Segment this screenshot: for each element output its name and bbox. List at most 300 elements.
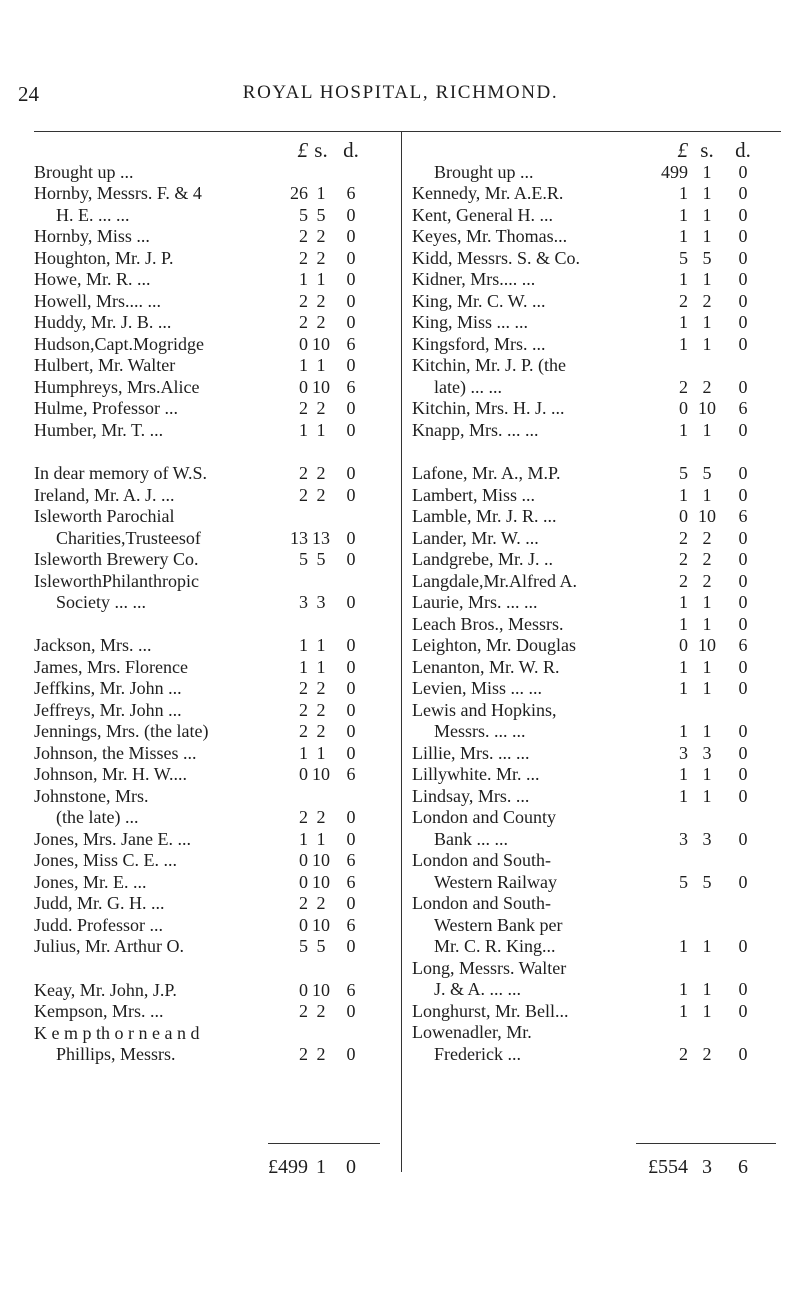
pence-value: 6 <box>738 398 748 418</box>
list-item <box>412 377 782 399</box>
shillings-value: 2 <box>702 549 712 569</box>
pounds-value: 2 <box>679 549 688 569</box>
subscriber-name: Charities,Trusteesof <box>56 527 201 548</box>
running-head: ROYAL HOSPITAL, RICHMOND. <box>242 82 559 103</box>
subscriber-name: Julius, Mr. Arthur O. <box>34 936 185 956</box>
header-rule <box>34 131 781 132</box>
pounds-value: 1 <box>679 979 688 999</box>
pounds-value: 2 <box>299 290 308 311</box>
list-item <box>412 958 782 980</box>
pounds-value: 0 <box>679 506 688 526</box>
pounds-value: 2 <box>299 312 308 332</box>
pounds-value: 2 <box>299 1044 308 1064</box>
list-item <box>412 1044 782 1066</box>
pounds-value: 2 <box>679 570 688 591</box>
pence-value: 0 <box>738 1043 748 1064</box>
pence-header: d. <box>735 138 751 162</box>
list-item <box>412 614 782 636</box>
subscriber-name: Lander, Mr. W. ... <box>412 527 539 548</box>
subscriber-name: In dear memory of W.S. <box>34 463 207 483</box>
pence-value: 0 <box>346 247 356 268</box>
subscriber-name: Johnson, Mr. H. W.... <box>34 764 188 784</box>
pence-value: 0 <box>346 656 356 677</box>
pounds-value: 2 <box>299 226 308 246</box>
shillings-value: 1 <box>702 183 712 203</box>
pounds-header: £ <box>297 138 308 162</box>
pence-value: 0 <box>738 764 748 784</box>
right-subscription-list <box>412 162 782 1066</box>
shillings-value: 5 <box>702 247 712 268</box>
list-item <box>34 183 394 205</box>
pence-value: 0 <box>346 592 356 612</box>
list-item <box>412 162 782 184</box>
subscriber-name: Jackson, Mrs. ... <box>34 635 152 655</box>
pence-value: 0 <box>346 527 356 548</box>
list-item <box>34 829 394 851</box>
subscriber-name: King, Mr. C. W. ... <box>412 290 546 311</box>
subscriber-name: late) ... ... <box>434 376 502 397</box>
pence-value: 0 <box>346 463 356 483</box>
shillings-value: 1 <box>702 269 712 289</box>
list-item <box>412 248 782 270</box>
list-item <box>34 700 394 722</box>
pence-value: 0 <box>738 333 748 354</box>
list-item <box>412 398 782 420</box>
pounds-value: 2 <box>299 247 308 268</box>
pounds-value: 0 <box>299 333 308 354</box>
pence-value: 6 <box>346 850 356 870</box>
pounds-value: 1 <box>679 656 688 677</box>
pence-value: 0 <box>346 699 356 720</box>
shillings-value: 2 <box>316 1001 326 1021</box>
list-item <box>34 291 394 313</box>
list-item <box>34 506 394 528</box>
pounds-value: 1 <box>679 764 688 784</box>
shillings-value: 2 <box>316 398 326 418</box>
pounds-value: 0 <box>299 914 308 935</box>
subscriber-name: Keay, Mr. John, J.P. <box>34 979 177 1000</box>
shillings-value: 2 <box>316 484 326 505</box>
left-total-pounds: £499 <box>268 1156 308 1178</box>
list-item <box>412 506 782 528</box>
subscriber-name: Leach Bros., Messrs. <box>412 613 564 634</box>
list-item <box>34 1023 394 1045</box>
list-item <box>34 764 394 786</box>
pounds-value: 2 <box>679 376 688 397</box>
list-item <box>412 355 782 377</box>
shillings-value: 1 <box>702 312 712 332</box>
pounds-value: 2 <box>299 678 308 698</box>
subscriber-name: London and County <box>412 807 556 827</box>
pence-value: 0 <box>738 376 748 397</box>
subscriber-name: Messrs. ... ... <box>434 721 526 741</box>
pence-value: 0 <box>346 269 356 289</box>
pence-value: 6 <box>346 871 356 892</box>
pounds-value: 5 <box>679 463 688 483</box>
subscriber-name: Jones, Mrs. Jane E. ... <box>34 828 191 849</box>
pence-value: 0 <box>346 936 356 956</box>
subscriber-name: Brought up ... <box>434 161 534 182</box>
shillings-value: 2 <box>702 1043 712 1064</box>
subscriber-name: Jennings, Mrs. (the late) <box>34 721 209 741</box>
shillings-value: 1 <box>316 635 326 655</box>
shillings-value: 2 <box>316 699 326 720</box>
pounds-value: 0 <box>299 764 308 784</box>
shillings-value: 5 <box>702 871 712 892</box>
subscriber-name: Phillips, Messrs. <box>56 1044 176 1064</box>
pounds-value: 5 <box>679 247 688 268</box>
pence-value: 0 <box>738 463 748 483</box>
list-item <box>34 635 394 657</box>
list-item <box>34 485 394 507</box>
list-item <box>34 743 394 765</box>
pence-value: 0 <box>738 742 748 763</box>
list-item <box>412 571 782 593</box>
subscriber-name: H. E. ... ... <box>56 204 130 225</box>
pence-value: 0 <box>738 592 748 612</box>
pence-value: 0 <box>738 226 748 246</box>
shillings-value: 10 <box>698 398 716 418</box>
list-item <box>34 571 394 593</box>
shillings-value: 10 <box>698 506 716 526</box>
pounds-value: 1 <box>679 1000 688 1021</box>
subscriber-name: Kennedy, Mr. A.E.R. <box>412 183 564 203</box>
shillings-value: 1 <box>702 656 712 677</box>
pence-value: 0 <box>346 893 356 913</box>
shillings-value: 1 <box>316 828 326 849</box>
pence-value: 0 <box>738 979 748 999</box>
pence-value: 0 <box>738 570 748 591</box>
list-item <box>34 807 394 829</box>
list-item <box>412 226 782 248</box>
shillings-value: 1 <box>316 656 326 677</box>
shillings-value: 2 <box>702 290 712 311</box>
list-item <box>412 850 782 872</box>
pence-value: 0 <box>738 484 748 505</box>
subscriber-name: Hornby, Messrs. F. & 4 <box>34 183 202 203</box>
pounds-value: 0 <box>679 398 688 418</box>
list-item <box>34 248 394 270</box>
pence-value: 6 <box>346 914 356 935</box>
pence-value: 0 <box>346 635 356 655</box>
shillings-value: 2 <box>316 463 326 483</box>
pounds-value: 1 <box>679 269 688 289</box>
column-header-row <box>34 140 394 162</box>
pence-value: 0 <box>346 1001 356 1021</box>
subscriber-name: Lillywhite. Mr. ... <box>412 764 540 784</box>
pence-value: 0 <box>346 807 356 827</box>
left-total-pence: 0 <box>346 1156 356 1178</box>
list-item <box>34 549 394 571</box>
pounds-value: 2 <box>679 527 688 548</box>
shillings-value: 5 <box>702 463 712 483</box>
list-item <box>34 377 394 399</box>
shillings-value: 10 <box>312 871 330 892</box>
pounds-value: 1 <box>299 742 308 763</box>
list-item <box>34 936 394 958</box>
subscriber-name: London and South- <box>412 893 551 913</box>
pounds-value: 1 <box>679 183 688 203</box>
pence-value: 0 <box>346 828 356 849</box>
list-item <box>34 786 394 808</box>
right-column <box>412 140 782 1065</box>
list-item <box>34 592 394 614</box>
list-item <box>34 657 394 679</box>
subscriber-name: Lowenadler, Mr. <box>412 1022 532 1042</box>
pence-value: 0 <box>346 398 356 418</box>
subscriber-name: Western Railway <box>434 871 558 892</box>
pounds-value: 1 <box>299 635 308 655</box>
subscriber-name: (the late) ... <box>56 807 139 827</box>
list-item <box>412 721 782 743</box>
pence-value: 0 <box>346 204 356 225</box>
pounds-value: 1 <box>299 656 308 677</box>
pounds-value: 5 <box>299 204 308 225</box>
list-item <box>412 528 782 550</box>
subscriber-name: Isleworth Parochial <box>34 506 175 526</box>
list-item <box>412 915 782 937</box>
shillings-value: 3 <box>316 592 326 612</box>
pounds-value: 3 <box>679 828 688 849</box>
list-item <box>34 614 394 636</box>
subscriber-name: Landgrebe, Mr. J. .. <box>412 549 553 569</box>
pence-value: 0 <box>346 290 356 311</box>
pounds-value: 1 <box>299 828 308 849</box>
pounds-value: 0 <box>299 871 308 892</box>
list-item <box>412 420 782 442</box>
pounds-value: 2 <box>299 807 308 827</box>
pounds-value: 5 <box>299 936 308 956</box>
list-item <box>412 872 782 894</box>
pounds-value: 1 <box>679 592 688 612</box>
shillings-value: 2 <box>316 807 326 827</box>
pounds-value: 1 <box>679 613 688 634</box>
subscriber-name: Mr. C. R. King... <box>434 936 556 956</box>
subscriber-name: Kitchin, Mr. J. P. (the <box>412 355 567 375</box>
pence-value: 0 <box>346 312 356 332</box>
pounds-value: 2 <box>679 1043 688 1064</box>
subscriber-name: Kingsford, Mrs. ... <box>412 333 546 354</box>
pounds-value: 2 <box>299 463 308 483</box>
shillings-value: 10 <box>312 979 330 1000</box>
pence-value: 6 <box>738 635 748 655</box>
list-item <box>34 398 394 420</box>
subscriber-name: Kent, General H. ... <box>412 204 553 225</box>
subscriber-name: Lambert, Miss ... <box>412 484 535 505</box>
shillings-value: 1 <box>316 269 326 289</box>
pence-value: 6 <box>346 183 356 203</box>
right-total-rule <box>636 1143 776 1144</box>
subscriber-name: Frederick ... <box>434 1043 521 1064</box>
shillings-value: 13 <box>312 527 330 548</box>
list-item <box>34 528 394 550</box>
list-item <box>34 872 394 894</box>
shillings-value: 1 <box>702 419 712 440</box>
pence-value: 6 <box>346 333 356 354</box>
pounds-value: 3 <box>299 592 308 612</box>
shillings-value: 10 <box>312 333 330 354</box>
list-item <box>412 657 782 679</box>
list-item <box>412 1022 782 1044</box>
pence-value: 0 <box>738 936 748 956</box>
subscriber-name: Isleworth Brewery Co. <box>34 549 199 569</box>
pounds-value: 1 <box>679 204 688 225</box>
list-item <box>34 850 394 872</box>
shillings-value: 2 <box>702 527 712 548</box>
list-item <box>412 485 782 507</box>
list-item <box>34 269 394 291</box>
shillings-value: 2 <box>316 312 326 332</box>
shillings-value: 1 <box>316 742 326 763</box>
pounds-value: 5 <box>679 871 688 892</box>
left-total-rule <box>268 1143 380 1144</box>
subscriber-name: Lamble, Mr. J. R. ... <box>412 506 557 526</box>
shillings-value: 2 <box>316 290 326 311</box>
pounds-value: 2 <box>679 290 688 311</box>
shillings-value: 2 <box>702 376 712 397</box>
shillings-value: 2 <box>316 678 326 698</box>
subscriber-name: Hulbert, Mr. Walter <box>34 355 176 375</box>
subscriber-name: Langdale,Mr.Alfred A. <box>412 570 577 591</box>
pence-value: 0 <box>738 247 748 268</box>
shillings-value: 2 <box>316 1044 326 1064</box>
pounds-value: 1 <box>679 936 688 956</box>
list-item <box>412 334 782 356</box>
pence-value: 6 <box>346 764 356 784</box>
list-item <box>34 721 394 743</box>
right-total-shillings: 3 <box>702 1156 712 1178</box>
list-item <box>412 786 782 808</box>
list-item <box>412 700 782 722</box>
pence-value: 0 <box>738 419 748 440</box>
list-item <box>34 678 394 700</box>
pounds-value: 1 <box>679 678 688 698</box>
pence-value: 6 <box>346 979 356 1000</box>
list-item <box>412 463 782 485</box>
subscriber-name: Lillie, Mrs. ... ... <box>412 742 530 763</box>
pence-value: 0 <box>346 742 356 763</box>
subscriber-name: Laurie, Mrs. ... ... <box>412 592 538 612</box>
list-item <box>412 592 782 614</box>
shillings-value: 1 <box>702 592 712 612</box>
subscriber-name: Jones, Miss C. E. ... <box>34 850 178 870</box>
list-item <box>412 807 782 829</box>
subscriber-name: Hulme, Professor ... <box>34 398 178 418</box>
subscriber-name: Kitchin, Mrs. H. J. ... <box>412 398 565 418</box>
shillings-value: 2 <box>316 893 326 913</box>
list-item <box>412 743 782 765</box>
pounds-value: 1 <box>679 312 688 332</box>
column-header-row <box>412 140 782 162</box>
pence-value: 0 <box>346 1044 356 1064</box>
shillings-value: 10 <box>312 914 330 935</box>
subscriber-name: Johnstone, Mrs. <box>34 785 149 806</box>
pence-value: 0 <box>738 204 748 225</box>
shillings-value: 2 <box>316 226 326 246</box>
pounds-value: 3 <box>679 742 688 763</box>
pence-value: 0 <box>738 785 748 806</box>
subscriber-name: Western Bank per <box>434 914 563 935</box>
list-item <box>412 936 782 958</box>
list-item <box>34 420 394 442</box>
list-item <box>412 291 782 313</box>
pounds-value: 5 <box>299 549 308 569</box>
pounds-value: 0 <box>679 635 688 655</box>
pounds-value: 26 <box>290 183 308 203</box>
list-item <box>412 183 782 205</box>
list-item <box>34 893 394 915</box>
shillings-value: 1 <box>316 355 326 375</box>
subscriber-name: Howe, Mr. R. ... <box>34 269 151 289</box>
shillings-value: 1 <box>702 226 712 246</box>
subscriber-name: Bank ... ... <box>434 828 508 849</box>
subscriber-name: Society ... ... <box>56 592 146 612</box>
subscriber-name: Kidd, Messrs. S. & Co. <box>412 247 581 268</box>
subscriber-name: Houghton, Mr. J. P. <box>34 247 174 268</box>
shillings-value: 2 <box>316 721 326 741</box>
list-item <box>412 893 782 915</box>
list-item <box>34 1044 394 1066</box>
shillings-value: 1 <box>702 1000 712 1021</box>
list-item <box>412 979 782 1001</box>
pounds-header: £ <box>677 138 688 162</box>
pounds-value: 1 <box>299 269 308 289</box>
subscriber-name: Howell, Mrs.... ... <box>34 290 161 311</box>
shillings-header: s. <box>700 138 714 162</box>
subscriber-name: Knapp, Mrs. ... ... <box>412 419 539 440</box>
right-total-pounds: £554 <box>648 1156 688 1178</box>
shillings-value: 1 <box>702 721 712 741</box>
pounds-value: 2 <box>299 484 308 505</box>
list-item <box>412 678 782 700</box>
pounds-value: 1 <box>679 785 688 806</box>
pence-value: 0 <box>738 527 748 548</box>
pence-value: 0 <box>738 678 748 698</box>
subscriber-name: Lindsay, Mrs. ... <box>412 785 530 806</box>
pence-header: d. <box>343 138 359 162</box>
shillings-value: 5 <box>316 204 326 225</box>
subscriber-name: Judd. Professor ... <box>34 914 163 935</box>
pounds-value: 2 <box>299 1001 308 1021</box>
subscriber-name: Lenanton, Mr. W. R. <box>412 656 560 677</box>
list-item <box>412 829 782 851</box>
shillings-value: 1 <box>702 936 712 956</box>
list-item <box>412 269 782 291</box>
shillings-value: 5 <box>316 936 326 956</box>
shillings-value: 2 <box>316 247 326 268</box>
list-item <box>34 162 394 184</box>
shillings-value: 3 <box>702 828 712 849</box>
pounds-value: 1 <box>299 355 308 375</box>
subscriber-name: Leighton, Mr. Douglas <box>412 635 576 655</box>
shillings-value: 1 <box>702 333 712 354</box>
shillings-value: 10 <box>312 850 330 870</box>
pence-value: 0 <box>738 161 748 182</box>
subscriber-name: Jeffreys, Mr. John ... <box>34 699 182 720</box>
right-total-pence: 6 <box>738 1156 748 1178</box>
shillings-value: 3 <box>702 742 712 763</box>
subscriber-name: Levien, Miss ... ... <box>412 678 542 698</box>
list-item <box>412 764 782 786</box>
shillings-value: 10 <box>698 635 716 655</box>
pence-value: 6 <box>738 506 748 526</box>
pence-value: 0 <box>346 484 356 505</box>
pounds-value: 2 <box>299 721 308 741</box>
pence-value: 0 <box>738 828 748 849</box>
pounds-value: 13 <box>290 527 308 548</box>
subscriber-name: Huddy, Mr. J. B. ... <box>34 312 172 332</box>
pounds-value: 2 <box>299 699 308 720</box>
